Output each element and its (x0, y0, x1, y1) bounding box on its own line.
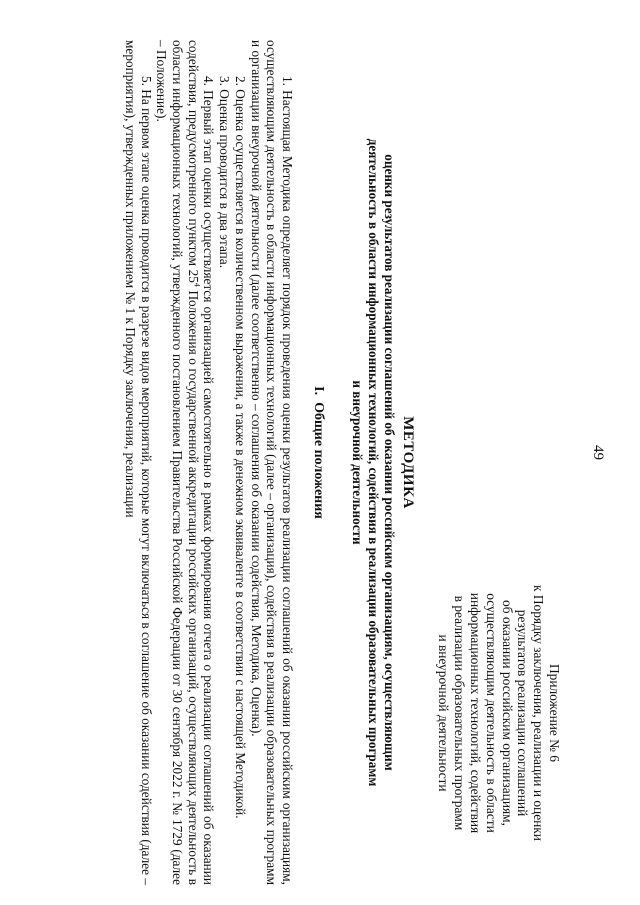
appendix-line: осуществляющим деятельность в области (483, 593, 499, 833)
appendix-line: об оказании российским организациям, (499, 600, 515, 826)
appendix-line: результатов реализации соглашений (515, 609, 531, 817)
appendix-line: Приложение № 6 (547, 663, 562, 763)
section-number: I. (311, 386, 326, 396)
footnote-superscript: 4 (192, 282, 202, 287)
appendix-line: к Порядку заключения, реализации и оценки (531, 585, 547, 841)
appendix-line: и внеурочной деятельности (436, 634, 452, 792)
paragraph-4-text-a: 4. Первый этап оценки осуществляется организацией самостоятельно в рамках формирования отчета о реализации соглашений об оказании содействия, предусмотренного пунктом 25 (185, 40, 217, 885)
paragraph-5: 5. На первом этапе оценка проводится в разрезе видов мероприятий, которые могут включаться в соглашение об оказании содействия (далее – мероприятия), утвержденных приложением № 1 к Порядку заключения, реализации (122, 40, 154, 885)
paragraph-3: 3. Оценка проводится в два этапа. (217, 76, 233, 269)
subtitle-line: оценки результатов реализации соглашений об оказании российским организациям, осуществляющим (382, 154, 398, 771)
section-heading (310, 0, 326, 905)
paragraph-4-text-b: Положения о государственной аккредитации российских организаций, осуществляющих деятельность в области информационных технологий, утвержденного постановлением Правительства Российской Федерации от 30 сентября 2022 г. № 1729 (далее – Положение). (154, 40, 201, 885)
subtitle-line: и внеурочной деятельности (350, 380, 366, 545)
appendix-header (436, 548, 562, 878)
title-block (349, 40, 415, 885)
document-title: МЕТОДИКА (400, 416, 416, 509)
paragraph-4 (154, 40, 217, 885)
appendix-line: информационных технологий, содействия (468, 592, 484, 834)
subtitle-line: деятельность в области информационных технологий, содействия в реализации образовательных программ (366, 138, 382, 787)
appendix-line: в реализации образовательных программ (452, 595, 468, 831)
page-number: 49 (590, 445, 606, 460)
paragraph-2: 2. Оценка осуществляется в количественном выражении, а также в денежном эквиваленте в соответствии с настоящей Методикой. (232, 76, 248, 819)
paragraph-1: 1. Настоящая Методика определяет порядок проведения оценки результатов реализации соглашений об оказании российским организациям, осуществляющим деятельность в области информационных технологий (далее – организация), содействия в реализации образовательных программ и организации внеурочной деятельности (далее соответственно – соглашения об оказании содействия, Методика, Оценка). (248, 40, 295, 885)
document-body (122, 40, 295, 885)
section-title: Общие положения (311, 402, 326, 519)
